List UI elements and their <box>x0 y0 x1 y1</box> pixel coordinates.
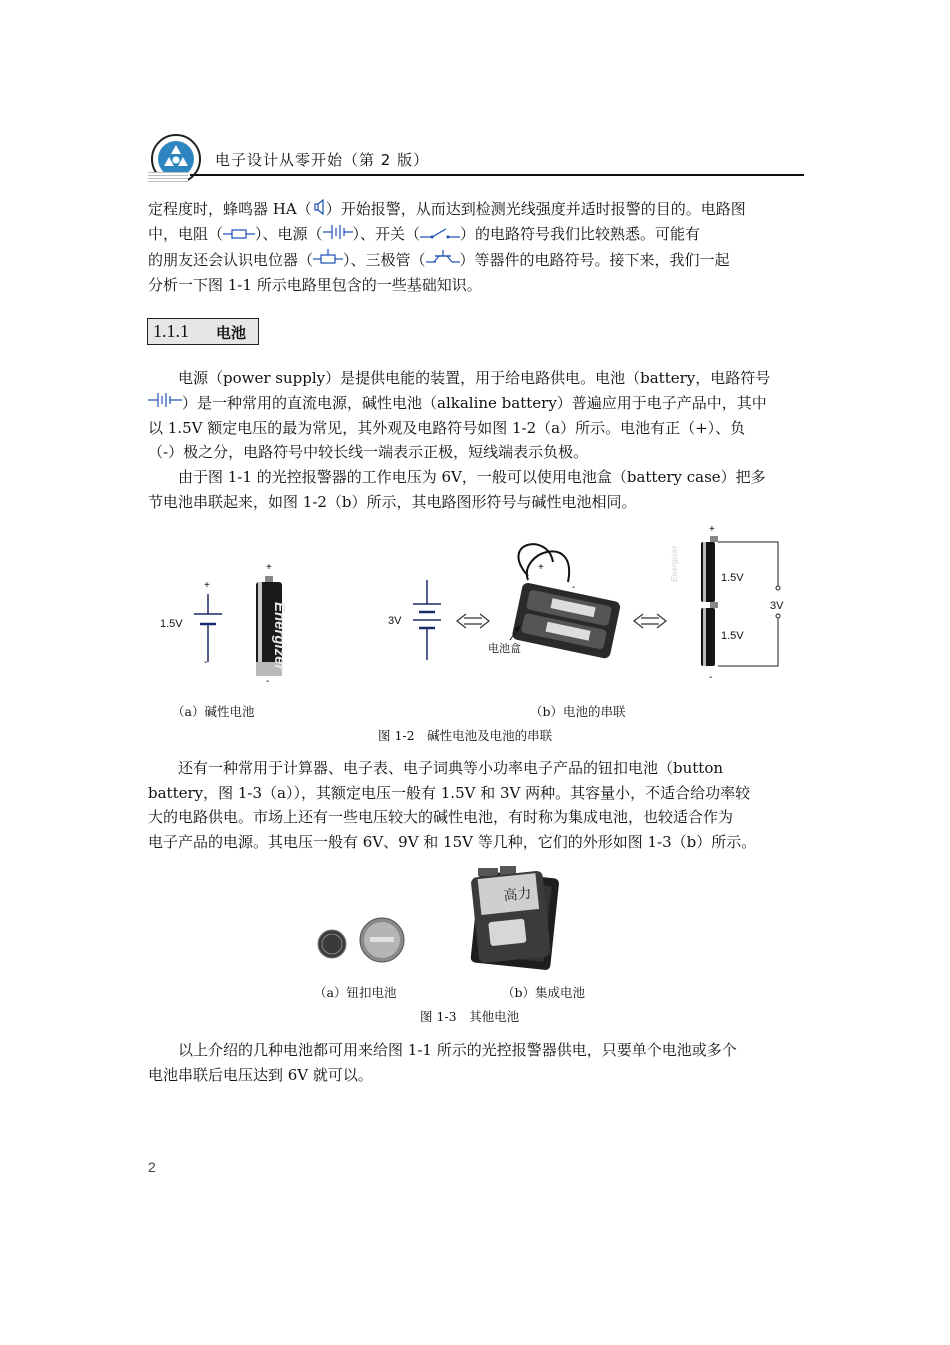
intro-line-4: 分析一下图 1-1 所示电路里包含的一些基础知识。 <box>148 275 482 294</box>
integrated-battery-photo <box>470 866 559 970</box>
svg-text:+: + <box>266 562 272 573</box>
conclusion-paragraph <box>148 1038 803 1087</box>
power-line-1: 电源（power supply）是提供电能的装置，用于给电路供电。电池（battery，电路符号 <box>178 369 771 387</box>
label-series-3v: 3V <box>770 600 784 612</box>
svg-text:+: + <box>538 562 544 573</box>
figure-1-3-caption-a: （a）钮扣电池 <box>314 985 397 1000</box>
intro-line-2: 中，电阻（ ）、电源（ ）、开关（ ）的电路符号我们比较熟悉。可能有 <box>148 222 803 247</box>
section-title: 电池 <box>216 324 247 342</box>
svg-text:-: - <box>572 582 576 593</box>
power-line-3: 以 1.5V 额定电压的最为常见，其外观及电路符号如图 1-2（a）所示。电池有正（+）、负 <box>148 418 746 437</box>
aa-battery-photo <box>256 562 288 687</box>
case-line-2: 节电池串联起来，如图 1-2（b）所示，其电路图形符号与碱性电池相同。 <box>148 492 637 511</box>
header-rule <box>190 174 804 176</box>
button-line-1: 还有一种常用于计算器、电子表、电子词典等小功率电子产品的钮扣电池（button <box>178 759 724 777</box>
label-1-5v: 1.5V <box>160 618 183 630</box>
potentiometer-symbol-icon <box>313 248 343 273</box>
button-battery-paragraph <box>148 756 803 854</box>
label-series-bottom: 1.5V <box>721 630 744 642</box>
power-line-2: ）是一种常用的直流电源，碱性电池（alkaline battery）普遍应用于电子产品中，其中 <box>148 391 803 416</box>
series-batteries <box>670 524 780 683</box>
intro-line-3: 的朋友还会认识电位器（ ）、三极管（ ）等器件的电路符号。接下来，我们一起 <box>148 248 803 273</box>
label-3v: 3V <box>388 615 402 627</box>
svg-text:-: - <box>709 672 713 683</box>
intro-line-1: 定程度时，蜂鸣器 HA（ ）开始报警，从而达到检测光线强度并适时报警的目的。电路图 <box>148 197 803 222</box>
battery-symbol-a <box>194 580 222 668</box>
power-paragraph <box>148 366 803 465</box>
battery-brand-text: Energizer <box>271 602 288 671</box>
equivalence-arrow-2 <box>634 614 666 628</box>
header-decoration <box>148 172 188 184</box>
svg-text:+: + <box>709 524 715 535</box>
battery-symbol-icon <box>323 223 353 248</box>
power-line-4: （-）极之分，电路符号中较长线一端表示正极，短线端表示负极。 <box>148 443 589 462</box>
switch-symbol-icon <box>420 223 460 248</box>
section-heading <box>147 318 259 345</box>
svg-text:-: - <box>204 657 208 668</box>
figure-1-2-caption-b: （b）电池的串联 <box>530 704 626 719</box>
header-title: 电子设计从零开始（第 2 版） <box>215 151 430 169</box>
svg-text:高力: 高力 <box>502 885 533 905</box>
conclusion-line-2: 电池串联后电压达到 6V 就可以。 <box>148 1065 373 1084</box>
svg-text:Energizer: Energizer <box>670 545 679 582</box>
button-line-2: battery，图 1-3（a）），其额定电压一般有 1.5V 和 3V 两种。其容量小，不适合给功率较 <box>148 783 751 802</box>
conclusion-line-1: 以上介绍的几种电池都可用来给图 1-1 所示的光控报警器供电，只要单个电池或多个 <box>178 1041 737 1059</box>
battery-symbol-icon <box>148 391 182 416</box>
battery-case-paragraph <box>148 465 803 514</box>
figure-1-2-caption-a: （a）碱性电池 <box>172 704 255 719</box>
intro-paragraph <box>148 197 803 297</box>
page-number: 2 <box>148 1159 156 1175</box>
button-line-4: 电子产品的电源。其电压一般有 6V、9V 和 15V 等几种，它们的外形如图 1-3（b）所示。 <box>148 832 757 851</box>
svg-text:-: - <box>266 676 270 687</box>
figure-1-2 <box>148 522 803 694</box>
figure-1-3-caption-b: （b）集成电池 <box>502 985 586 1000</box>
button-line-3: 大的电路供电。市场上还有一些电压较大的碱性电池，有时称为集成电池，也较适合作为 <box>148 808 734 826</box>
battery-symbol-b <box>413 580 441 660</box>
figure-1-3-title: 图 1-3 其他电池 <box>420 1009 520 1024</box>
battery-case-photo <box>510 544 621 659</box>
figure-1-2-title: 图 1-2 碱性电池及电池的串联 <box>378 728 553 743</box>
equivalence-arrow-1 <box>457 614 489 628</box>
label-series-top: 1.5V <box>721 572 744 584</box>
button-battery-photo <box>318 918 404 962</box>
section-number: 1.1.1 <box>153 321 189 341</box>
buzzer-symbol-icon <box>312 198 326 223</box>
svg-text:+: + <box>204 580 210 591</box>
battery-box-label: 电池盒 <box>488 642 521 655</box>
case-line-1: 由于图 1-1 的光控报警器的工作电压为 6V，一般可以使用电池盒（battery case）把多 <box>178 468 766 486</box>
figure-1-3 <box>310 864 640 976</box>
transistor-symbol-icon <box>426 248 460 273</box>
resistor-symbol-icon <box>223 223 255 248</box>
